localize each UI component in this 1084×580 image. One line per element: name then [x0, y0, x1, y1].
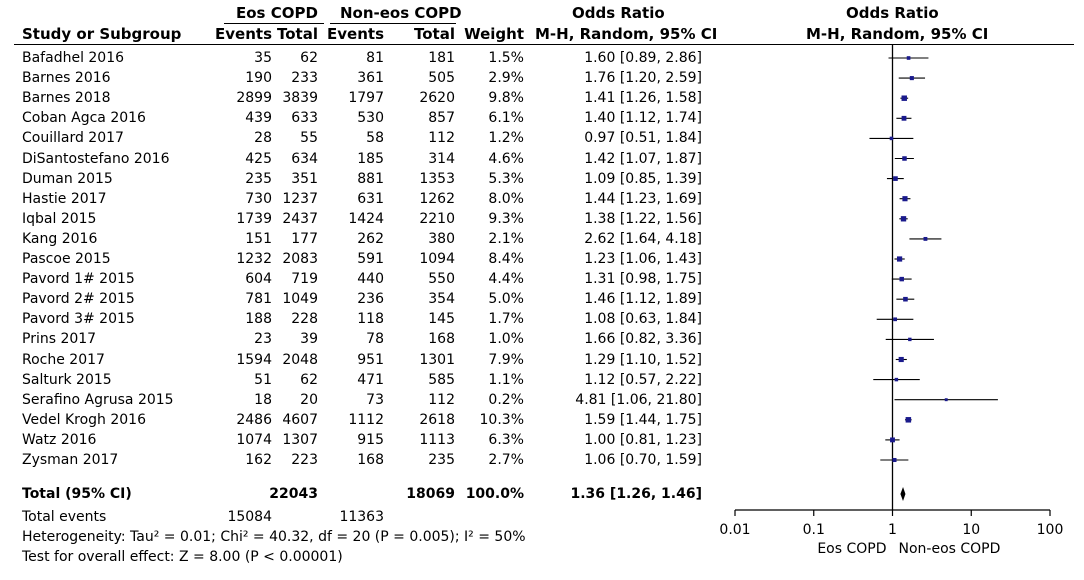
total-ci: 1.36 [1.26, 1.46] — [570, 486, 702, 502]
weight-value: 1.5% — [488, 50, 524, 66]
ci-value: 1.23 [1.06, 1.43] — [584, 251, 702, 267]
total-events-e1: 15084 — [227, 509, 272, 525]
weight-value: 1.1% — [488, 371, 524, 388]
or-marker — [897, 256, 902, 261]
total1-value: 633 — [291, 110, 318, 127]
or-marker — [906, 417, 912, 423]
ci-value: 1.76 [1.20, 2.59] — [584, 70, 702, 87]
ci-value: 1.60 [0.89, 2.86] — [584, 50, 702, 66]
events2-value: 440 — [357, 271, 384, 288]
events1-value: 1594 — [236, 351, 272, 368]
or-marker — [907, 56, 911, 60]
weight-value: 1.0% — [488, 331, 524, 348]
events1-value: 1232 — [236, 251, 272, 267]
events2-value: 185 — [357, 150, 384, 167]
ci-value: 1.31 [0.98, 1.75] — [584, 271, 702, 288]
favours-left-label: Eos COPD — [817, 541, 887, 557]
weight-value: 2.9% — [488, 70, 524, 87]
events1-value: 1739 — [236, 210, 272, 227]
events1-value: 35 — [254, 50, 272, 66]
x-tick-label: 0.1 — [802, 522, 825, 538]
or-marker — [895, 378, 898, 381]
events2-value: 631 — [357, 190, 384, 207]
total1-value: 39 — [300, 331, 318, 348]
events1-value: 28 — [254, 130, 272, 147]
or-marker — [900, 277, 904, 281]
total2-value: 1301 — [419, 351, 455, 368]
study-header: Study or Subgroup — [22, 25, 182, 43]
study-name: Zysman 2017 — [22, 452, 119, 468]
group2-header: Non-eos COPD — [340, 4, 462, 22]
weight-value: 1.7% — [488, 311, 524, 328]
ci-value: 1.44 [1.23, 1.69] — [584, 190, 702, 207]
method-left-header: M-H, Random, 95% CI — [535, 25, 718, 43]
total1-value: 20 — [300, 391, 318, 408]
heterogeneity-text: Heterogeneity: Tau² = 0.01; Chi² = 40.32, df = 20 (P = 0.005); I² = 50% — [22, 529, 526, 545]
events1-value: 781 — [245, 291, 272, 308]
ci-value: 0.97 [0.51, 1.84] — [584, 130, 702, 147]
events1-value: 425 — [245, 150, 272, 167]
forest-plot — [700, 0, 1084, 580]
weight-value: 9.8% — [488, 90, 524, 107]
total2-value: 181 — [428, 50, 455, 66]
ci-value: 1.29 [1.10, 1.52] — [584, 351, 702, 368]
events2-value: 81 — [366, 50, 384, 66]
weight-value: 4.6% — [488, 150, 524, 167]
events2-value: 591 — [357, 251, 384, 267]
study-name: Duman 2015 — [22, 170, 113, 187]
ci-value: 1.09 [0.85, 1.39] — [584, 170, 702, 187]
total1-value: 2048 — [282, 351, 318, 368]
total2-value: 1262 — [419, 190, 455, 207]
weight-header: Weight — [464, 25, 524, 43]
ci-value: 1.12 [0.57, 2.22] — [584, 371, 702, 388]
events2-value: 951 — [357, 351, 384, 368]
favours-right-label: Non-eos COPD — [898, 541, 1001, 557]
total1-value: 351 — [291, 170, 318, 187]
total2-value: 550 — [428, 271, 455, 288]
events1-value: 188 — [245, 311, 272, 328]
weight-value: 2.1% — [488, 230, 524, 247]
total-label: Total (95% CI) — [22, 486, 132, 502]
group1-header: Eos COPD — [236, 4, 318, 22]
events2-value: 262 — [357, 230, 384, 247]
weight-value: 5.0% — [488, 291, 524, 308]
events1-value: 2486 — [236, 411, 272, 428]
study-name: Coban Agca 2016 — [22, 110, 146, 127]
total2-value: 585 — [428, 371, 455, 388]
total1-value: 1307 — [282, 431, 318, 448]
x-tick-label: 100 — [1036, 522, 1064, 538]
events1-value: 151 — [245, 230, 272, 247]
total-t1: 22043 — [269, 486, 318, 502]
weight-value: 8.0% — [488, 190, 524, 207]
total1-value: 4607 — [282, 411, 318, 428]
or-left-header: Odds Ratio — [572, 4, 665, 22]
events1-value: 2899 — [236, 90, 272, 107]
study-name: Pavord 3# 2015 — [22, 311, 135, 328]
events1-value: 51 — [254, 371, 272, 388]
events2-value: 530 — [357, 110, 384, 127]
ci-value: 1.46 [1.12, 1.89] — [584, 291, 702, 308]
total1-value: 634 — [291, 150, 318, 167]
events2-value: 58 — [366, 130, 384, 147]
study-name: Roche 2017 — [22, 351, 105, 368]
or-marker — [890, 137, 894, 141]
total1-value: 233 — [291, 70, 318, 87]
ci-value: 2.62 [1.64, 4.18] — [584, 230, 702, 247]
or-marker — [945, 398, 948, 401]
total-events-e2: 11363 — [339, 509, 384, 525]
ci-value: 1.06 [0.70, 1.59] — [584, 452, 702, 468]
ci-value: 1.40 [1.12, 1.74] — [584, 110, 702, 127]
weight-value: 10.3% — [479, 411, 524, 428]
ci-value: 1.42 [1.07, 1.87] — [584, 150, 702, 167]
total2-value: 380 — [428, 230, 455, 247]
study-name: Vedel Krogh 2016 — [22, 411, 146, 428]
overall-effect-text: Test for overall effect: Z = 8.00 (P < 0.00001) — [22, 549, 343, 565]
total1-value: 3839 — [282, 90, 318, 107]
study-name: Prins 2017 — [22, 331, 97, 348]
total2-value: 2210 — [419, 210, 455, 227]
ci-value: 1.66 [0.82, 3.36] — [584, 331, 702, 348]
total2-value: 112 — [428, 130, 455, 147]
total2-value: 354 — [428, 291, 455, 308]
study-name: Iqbal 2015 — [22, 210, 97, 227]
total2-value: 168 — [428, 331, 455, 348]
study-name: Barnes 2016 — [22, 70, 111, 87]
or-marker — [902, 156, 907, 161]
or-marker — [899, 357, 904, 362]
events2-value: 78 — [366, 331, 384, 348]
ci-value: 1.41 [1.26, 1.58] — [584, 90, 702, 107]
or-marker — [893, 317, 897, 321]
ci-value: 1.08 [0.63, 1.84] — [584, 311, 702, 328]
total1-value: 62 — [300, 50, 318, 66]
weight-value: 5.3% — [488, 170, 524, 187]
or-right-header: Odds Ratio — [846, 4, 939, 22]
weight-value: 7.9% — [488, 351, 524, 368]
events2-value: 1797 — [348, 90, 384, 107]
study-name: Serafino Agrusa 2015 — [22, 391, 174, 408]
events1-value: 235 — [245, 170, 272, 187]
ci-value: 1.38 [1.22, 1.56] — [584, 210, 702, 227]
study-name: Pavord 1# 2015 — [22, 271, 135, 288]
weight-value: 6.3% — [488, 431, 524, 448]
weight-value: 8.4% — [488, 251, 524, 267]
total1-value: 55 — [300, 130, 318, 147]
total1-value: 1049 — [282, 291, 318, 308]
events2-value: 471 — [357, 371, 384, 388]
events1-value: 604 — [245, 271, 272, 288]
weight-value: 1.2% — [488, 130, 524, 147]
total2-value: 314 — [428, 150, 455, 167]
weight-value: 2.7% — [488, 452, 524, 468]
total-weight: 100.0% — [465, 486, 524, 502]
study-name: DiSantostefano 2016 — [22, 150, 170, 167]
pooled-diamond — [900, 487, 905, 501]
total1-value: 1237 — [282, 190, 318, 207]
or-marker — [924, 237, 928, 241]
total1-value: 719 — [291, 271, 318, 288]
or-marker — [892, 458, 896, 462]
total2-value: 145 — [428, 311, 455, 328]
group2-underline — [330, 23, 456, 24]
events2-value: 1112 — [348, 411, 384, 428]
study-name: Watz 2016 — [22, 431, 97, 448]
events1-header: Events — [215, 25, 272, 43]
weight-value: 4.4% — [488, 271, 524, 288]
study-name: Pascoe 2015 — [22, 251, 111, 267]
total2-value: 505 — [428, 70, 455, 87]
total2-header: Total — [414, 25, 455, 43]
weight-value: 9.3% — [488, 210, 524, 227]
x-tick-label: 1 — [888, 522, 897, 538]
or-marker — [893, 176, 898, 181]
x-tick-label: 10 — [962, 522, 981, 538]
total2-value: 2620 — [419, 90, 455, 107]
method-right-header: M-H, Random, 95% CI — [806, 25, 989, 43]
study-name: Salturk 2015 — [22, 371, 112, 388]
study-name: Bafadhel 2016 — [22, 50, 125, 66]
total1-value: 223 — [291, 452, 318, 468]
events1-value: 439 — [245, 110, 272, 127]
study-name: Kang 2016 — [22, 230, 98, 247]
events2-value: 361 — [357, 70, 384, 87]
events1-value: 1074 — [236, 431, 272, 448]
total2-value: 235 — [428, 452, 455, 468]
total2-value: 857 — [428, 110, 455, 127]
events2-value: 73 — [366, 391, 384, 408]
events2-value: 168 — [357, 452, 384, 468]
or-marker — [902, 95, 907, 100]
events1-value: 18 — [254, 391, 272, 408]
x-tick-label: 0.01 — [719, 522, 751, 538]
or-marker — [908, 338, 911, 341]
weight-value: 6.1% — [488, 110, 524, 127]
or-marker — [890, 437, 895, 442]
total-t2: 18069 — [406, 486, 455, 502]
total1-value: 228 — [291, 311, 318, 328]
events2-value: 1424 — [348, 210, 384, 227]
total2-value: 1094 — [419, 251, 455, 267]
or-marker — [901, 216, 906, 221]
total1-header: Total — [277, 25, 318, 43]
total2-value: 112 — [428, 391, 455, 408]
events1-value: 190 — [245, 70, 272, 87]
events2-value: 236 — [357, 291, 384, 308]
or-marker — [902, 116, 907, 121]
total1-value: 177 — [291, 230, 318, 247]
total1-value: 2437 — [282, 210, 318, 227]
events1-value: 23 — [254, 331, 272, 348]
study-name: Hastie 2017 — [22, 190, 107, 207]
total-events-label: Total events — [22, 509, 107, 525]
total1-value: 62 — [300, 371, 318, 388]
study-name: Barnes 2018 — [22, 90, 111, 107]
events1-value: 730 — [245, 190, 272, 207]
or-marker — [903, 297, 908, 302]
events2-value: 118 — [357, 311, 384, 328]
total2-value: 2618 — [419, 411, 455, 428]
ci-value: 1.00 [0.81, 1.23] — [584, 431, 702, 448]
study-name: Couillard 2017 — [22, 130, 124, 147]
events2-value: 881 — [357, 170, 384, 187]
ci-value: 4.81 [1.06, 21.80] — [575, 391, 702, 408]
or-marker — [910, 76, 914, 80]
weight-value: 0.2% — [488, 391, 524, 408]
events2-value: 915 — [357, 431, 384, 448]
events1-value: 162 — [245, 452, 272, 468]
or-marker — [902, 196, 907, 201]
study-name: Pavord 2# 2015 — [22, 291, 135, 308]
group1-underline — [224, 23, 324, 24]
total2-value: 1353 — [419, 170, 455, 187]
total2-value: 1113 — [419, 431, 455, 448]
events2-header: Events — [327, 25, 384, 43]
total1-value: 2083 — [282, 251, 318, 267]
ci-value: 1.59 [1.44, 1.75] — [584, 411, 702, 428]
